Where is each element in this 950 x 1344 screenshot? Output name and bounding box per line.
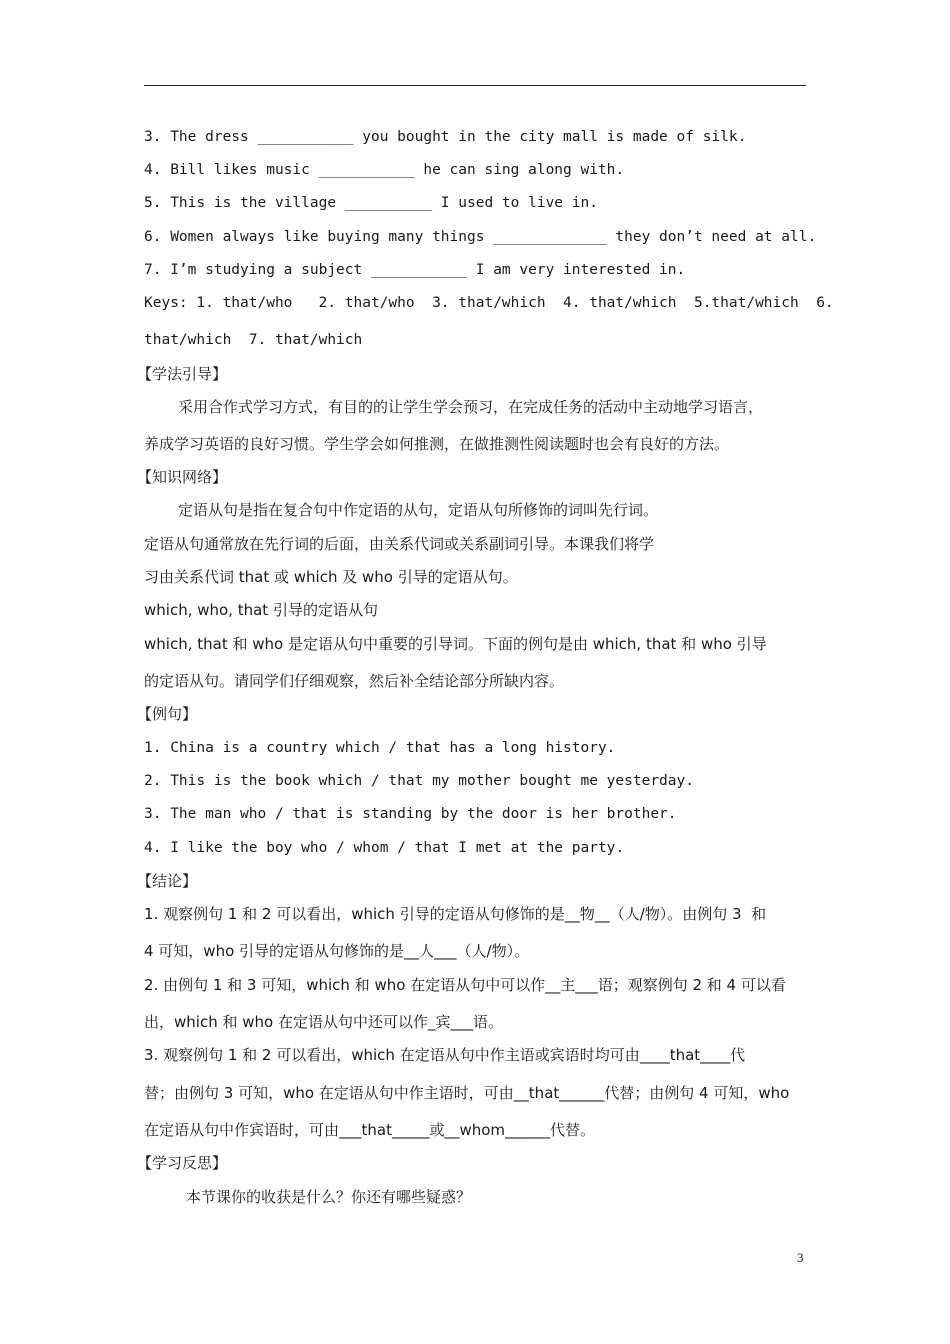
knowledge-paragraph: 定语从句是指在复合句中作定语的从句，定语从句所修饰的词叫先行词。	[178, 501, 659, 519]
example-sentence: 2. This is the book which / that my mother bought me yesterday.	[144, 773, 694, 789]
exercise-line: 7. I’m studying a subject ___________ I am very interested in.	[144, 262, 686, 278]
section-heading-examples: 【例句】	[137, 705, 198, 723]
section-heading-reflection: 【学习反思】	[137, 1154, 228, 1172]
conclusion-line: 3. 观察例句 1 和 2 可以看出，which 在定语从句中作主语或宾语时均可由____that____代	[144, 1046, 746, 1064]
section-heading-conclusion: 【结论】	[137, 872, 198, 890]
conclusion-line: 1. 观察例句 1 和 2 可以看出，which 引导的定语从句修饰的是__物__（人/物）。由例句 3 和	[144, 905, 767, 923]
conclusion-line: 替；由例句 3 可知，who 在定语从句中作主语时，可由__that______代替；由例句 4 可知，who	[144, 1084, 790, 1102]
knowledge-subheading: which, who, that 引导的定语从句	[144, 601, 378, 619]
method-paragraph: 养成学习英语的良好习惯。学生学会如何推测，在做推测性阅读题时也会有良好的方法。	[144, 435, 730, 453]
page-number: 3	[797, 1250, 804, 1265]
header-rule	[144, 85, 806, 86]
example-sentence: 4. I like the boy who / whom / that I met at the party.	[144, 840, 625, 856]
conclusion-line: 在定语从句中作宾语时，可由___that_____或__whom______代替。	[144, 1121, 596, 1139]
answer-keys-line: that/which 7. that/which	[144, 332, 363, 348]
conclusion-line: 出，which 和 who 在定语从句中还可以作_宾___语。	[144, 1013, 503, 1031]
exercise-line: 4. Bill likes music ___________ he can sing along with.	[144, 162, 625, 178]
exercise-line: 5. This is the village __________ I used to live in.	[144, 195, 598, 211]
knowledge-paragraph: which, that 和 who 是定语从句中重要的引导词。下面的例句是由 which, that 和 who 引导	[144, 635, 767, 653]
example-sentence: 3. The man who / that is standing by the door is her brother.	[144, 806, 677, 822]
knowledge-paragraph: 习由关系代词 that 或 which 及 who 引导的定语从句。	[144, 568, 518, 586]
example-sentence: 1. China is a country which / that has a long history.	[144, 740, 616, 756]
conclusion-line: 2. 由例句 1 和 3 可知，which 和 who 在定语从句中可以作__主___语；观察例句 2 和 4 可以看	[144, 976, 786, 994]
method-paragraph: 采用合作式学习方式，有目的的让学生学会预习，在完成任务的活动中主动地学习语言，	[178, 398, 764, 416]
section-heading-method: 【学法引导】	[137, 365, 228, 383]
section-heading-knowledge: 【知识网络】	[137, 468, 228, 486]
knowledge-paragraph: 定语从句通常放在先行词的后面，由关系代词或关系副词引导。本课我们将学	[144, 535, 655, 553]
knowledge-paragraph: 的定语从句。请同学们仔细观察，然后补全结论部分所缺内容。	[144, 672, 565, 690]
answer-keys-line: Keys: 1. that/who 2. that/who 3. that/which 4. that/which 5.that/which 6.	[144, 295, 834, 311]
exercise-line: 6. Women always like buying many things _____________ they don’t need at all.	[144, 229, 817, 245]
exercise-line: 3. The dress ___________ you bought in the city mall is made of silk.	[144, 129, 747, 145]
reflection-question: 本节课你的收获是什么？你还有哪些疑惑？	[186, 1188, 472, 1206]
conclusion-line: 4 可知，who 引导的定语从句修饰的是__人___（人/物）。	[144, 942, 530, 960]
